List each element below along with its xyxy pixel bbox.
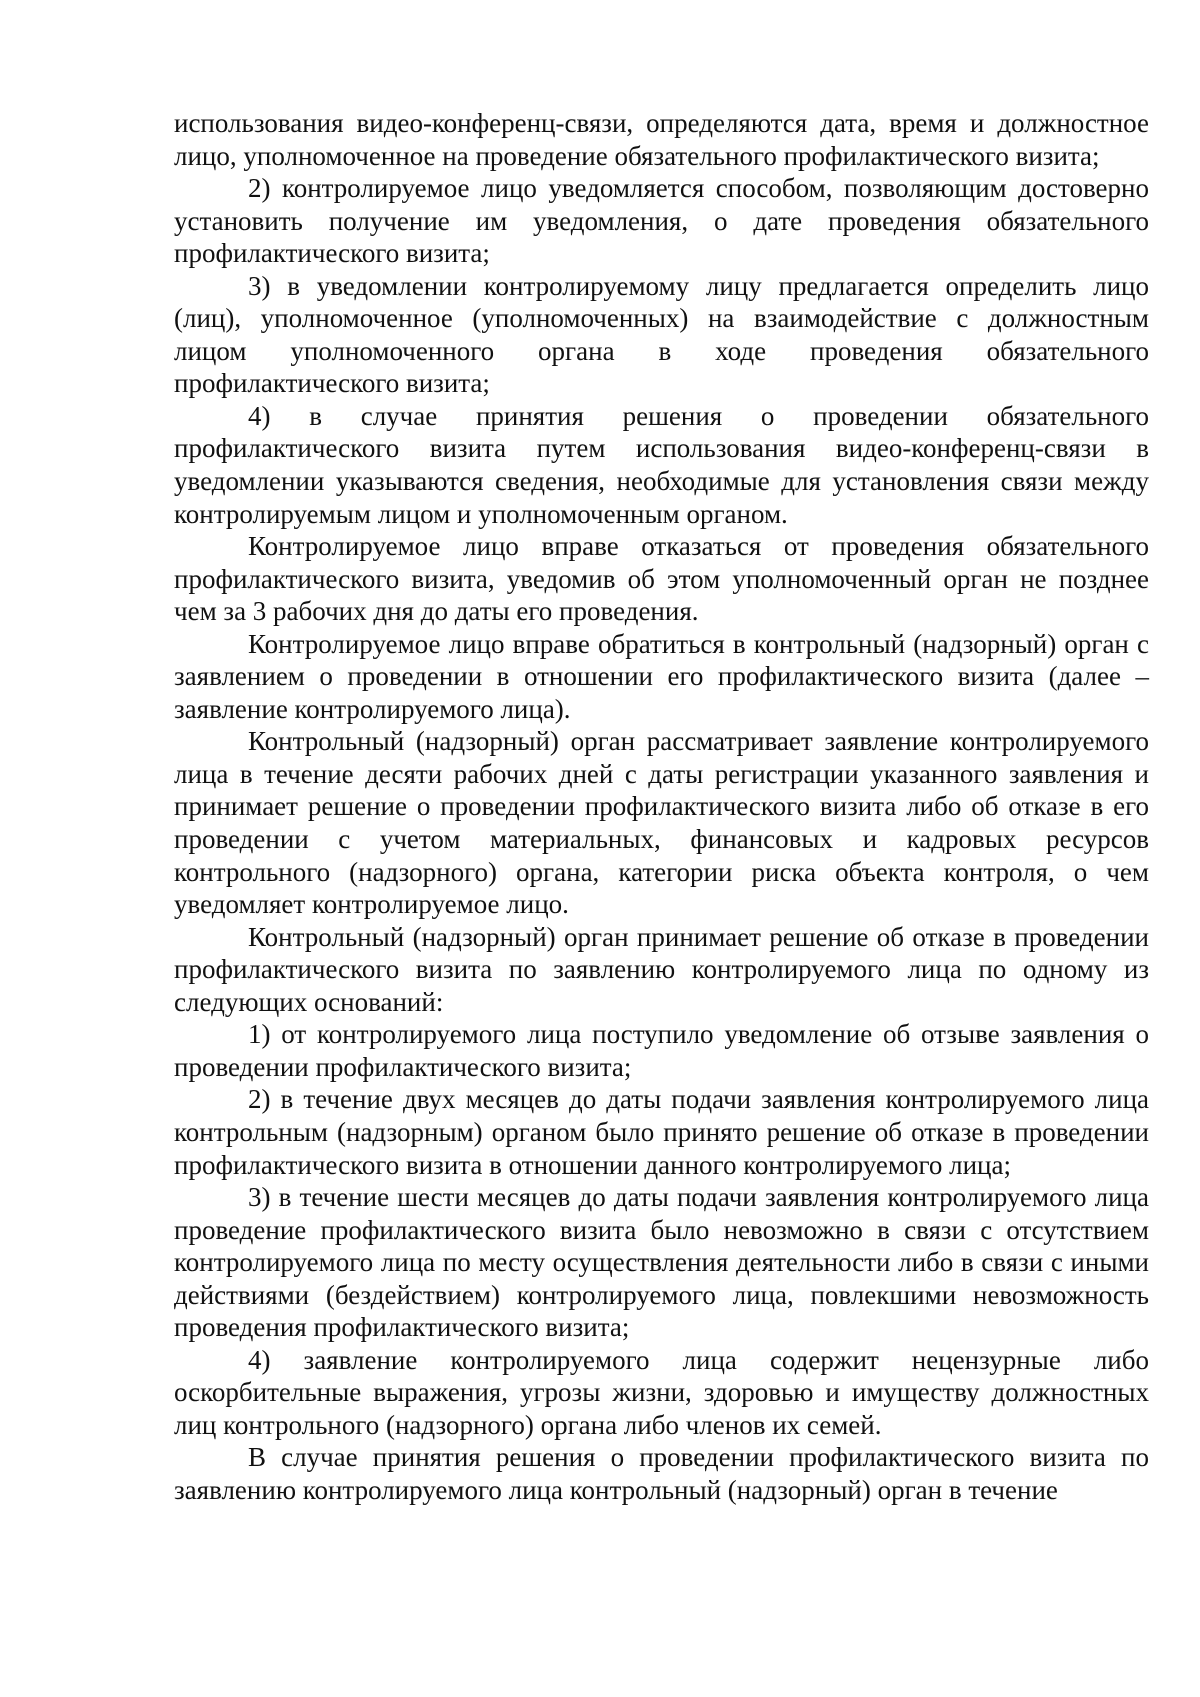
paragraph-item-2: 2) контролируемое лицо уведомляется способом, позволяющим достоверно установить получение им уведомления, о дате проведения обязательного профилактического визита;: [174, 173, 1149, 269]
paragraph-refusal-right: Контролируемое лицо вправе отказаться от проведения обязательного профилактического визита, уведомив об этом уполномоченный орган не позднее чем за 3 рабочих дня до даты его проведения.: [174, 531, 1149, 627]
paragraph-item-4: 4) в случае принятия решения о проведении обязательного профилактического визита путем использования видео-конференц-связи в уведомлении указываются сведения, необходимые для установления связи между контролируемым лицом и уполномоченным органом.: [174, 400, 1149, 529]
paragraph-decision-case: В случае принятия решения о проведении профилактического визита по заявлению контролируемого лица контрольный (надзорный) орган в течение: [174, 1442, 1149, 1505]
paragraph-continued: использования видео-конференц-связи, определяются дата, время и должностное лицо, уполномоченное на проведение обязательного профилактического визита;: [174, 108, 1149, 171]
paragraph-application-right: Контролируемое лицо вправе обратиться в контрольный (надзорный) орган с заявлением о проведении в отношении его профилактического визита (далее – заявление контролируемого лица).: [174, 628, 1149, 724]
paragraph-refusal-grounds: Контрольный (надзорный) орган принимает решение об отказе в проведении профилактического визита по заявлению контролируемого лица по одному из следующих оснований:: [174, 921, 1149, 1017]
paragraph-ground-3: 3) в течение шести месяцев до даты подачи заявления контролируемого лица проведение профилактического визита было невозможно в связи с отсутствием контролируемого лица по месту осуществления деятельности либо в связи с иными действиями (бездействием) контролируемого лица, повлекшими невозможность проведения профилактического визита;: [174, 1182, 1149, 1343]
paragraph-application-review: Контрольный (надзорный) орган рассматривает заявление контролируемого лица в течение десяти рабочих дней с даты регистрации указанного заявления и принимает решение о проведении профилактического визита либо об отказе в его проведении с учетом материальных, финансовых и кадровых ресурсов контрольного (надзорного) органа, категории риска объекта контроля, о чем уведомляет контролируемое лицо.: [174, 726, 1149, 920]
paragraph-ground-1: 1) от контролируемого лица поступило уведомление об отзыве заявления о проведении профилактического визита;: [174, 1019, 1149, 1082]
paragraph-ground-4: 4) заявление контролируемого лица содержит нецензурные либо оскорбительные выражения, угрозы жизни, здоровью и имуществу должностных лиц контрольного (надзорного) органа либо членов их семей.: [174, 1344, 1149, 1440]
paragraph-ground-2: 2) в течение двух месяцев до даты подачи заявления контролируемого лица контрольным (надзорным) органом было принято решение об отказе в проведении профилактического визита в отношении данного контролируемого лица;: [174, 1084, 1149, 1180]
document-body: [174, 107, 1149, 1507]
paragraph-item-3: 3) в уведомлении контролируемому лицу предлагается определить лицо (лиц), уполномоченное (уполномоченных) на взаимодействие с должностным лицом уполномоченного органа в ходе проведения обязательного профилактического визита;: [174, 270, 1149, 399]
